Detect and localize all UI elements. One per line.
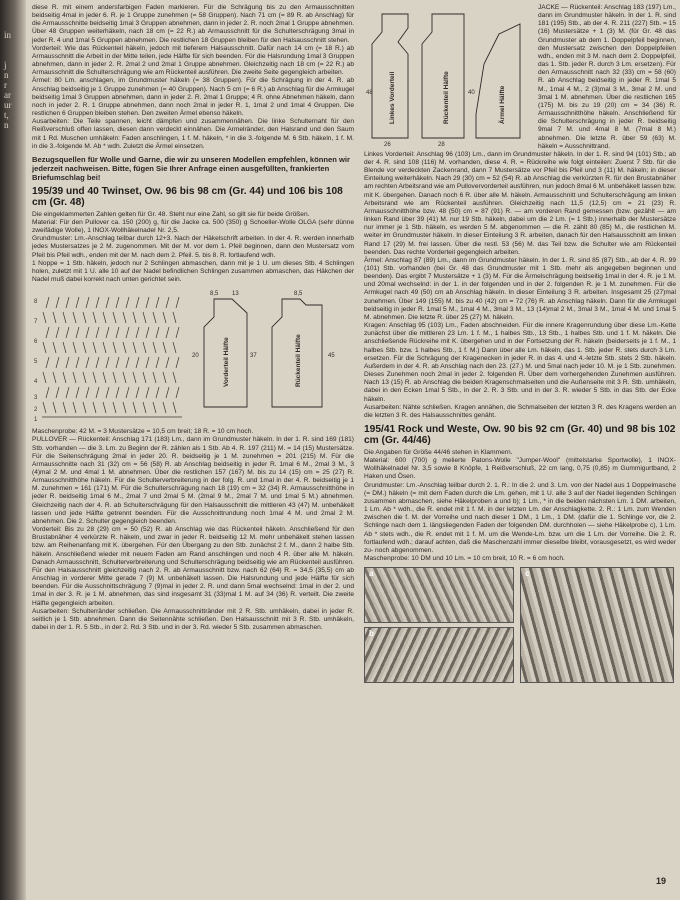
stitch-symbol [116, 387, 119, 398]
stitch-symbol [53, 342, 56, 353]
stitch-symbol [93, 402, 96, 413]
stitch-symbol [103, 342, 106, 353]
stitch-symbol [76, 297, 79, 308]
stitch-symbol [126, 297, 129, 308]
stitch-symbol [66, 297, 69, 308]
stitch-symbol [146, 297, 149, 308]
stitch-symbol [86, 327, 89, 338]
stitch-symbol [143, 372, 146, 383]
paragraph: Ausarbeiten: Nähte schließen. Kragen annähen, die Schmalseiten der letzten 3 R. des Kragens werden an die letzten 3 R. des Halsausschnittes genäht. [364, 403, 676, 419]
schematic-label: Rückenteil Hälfte [443, 71, 450, 124]
stitch-symbol [46, 357, 49, 368]
paragraph: Grundmuster: Lm.-Anschlag teilbar durch 2. 1. R.: In die 2. und 3. Lm. von der Nadel aus 1 Doppelmasche (= DM.) häkeln (= mit dem Faden durch die Lm. gehen, mit 1 U. alle 3 auf der Nadel liegenden Schlingen zusammen abmaschen, siehe Häkelproben a und b); 1 Lm., * in die beiden nächsten Lm. 1 DM. arbeiten, 1 Lm. Ab * wdh., die R. endet mit 1 f. M. in der letzten Lm. der Anschlagkette. 2. R.: 1 Lm. zum Wenden zwischen die f. M. der Vorreihe und nach dieser 1 DM., 1 Lm., 1 DM. (dafür die 1. Schlinge vor, die 2. Schlinge nach dem 1. längsliegenden Faden der folgenden DM. durchholen — siehe Häkelprobe c), 1 Lm. Ab * stets wdh., die R. endet mit 1 f. M. um die Wende-Lm. bzw. um die 1 Lm. der Vorreihe. Die 2. R. fortlaufend wdh.; darauf achten, daß die Maschenzahl immer dieselbe bleibt, vorausgesetzt, es wird weder zu- noch abgenommen. [364, 481, 676, 554]
stitch-symbol [96, 387, 99, 398]
schematic-label: 8,5 [294, 291, 303, 298]
stitch-symbol [76, 357, 79, 368]
stitch-symbol [83, 342, 86, 353]
section-heading: 195/41 Rock und Weste, Ow. 90 bis 92 cm (Gr. 40) und 98 bis 102 cm (Gr. 44/46) [364, 423, 676, 446]
stitch-symbol [46, 387, 49, 398]
paragraph: Ärmel: Anschlag 87 (89) Lm., dann im Grundmuster häkeln. In der 1. R. sind 85 (87) Stb., ab der 4. R. 99 (101) Stb. vorhanden (bei Gr. 48 das Grundmuster mit 1 Stb. mehr als angegeben beginnen und beenden). Das ergibt 7 Mustersätze + 1 (3) M. Für die Ärmelschrägung beidseitig 1mal in der 4. R. je 1 M. und 20mal wechselnd: in der 1. in der folgenden und in der 2. folgenden R. je 1 M. zunehmen. Für die Armkugel nach 49 (50) cm ab Anschlag häkeln. In dieser Einteilung 3 R. arbeiten. Insgesamt 25 (27)mal zunehmen. Über 149 (155) M. bis zu 40 (42) cm = 72 (76) R. ab Anschlag häkeln. Dann für die Armkugel beidseitig in jeder R. 1mal 5 M., 1mal 4 M., 3mal 3 M., 13 (14)mal 2 M., 3mal 3 M., 1mal 4 M. und 1mal 5 M. abnehmen. Die letzte R. über 25 (27) M. häkeln. [364, 256, 676, 321]
stitch-symbol [103, 312, 106, 323]
stitch-symbol [116, 297, 119, 308]
stitch-symbol [166, 357, 169, 368]
stitch-symbol [173, 402, 176, 413]
stitch-symbol [133, 312, 136, 323]
stitch-symbol [156, 327, 159, 338]
stitch-symbol [136, 327, 139, 338]
schematic-label: 26 [384, 142, 391, 148]
schematic-label: 45 [328, 353, 335, 360]
stitch-symbol [143, 402, 146, 413]
paragraph: Maschenprobe: 42 M. = 3 Mustersätze = 10,5 cm breit; 18 R. = 10 cm hoch. [32, 428, 254, 436]
stitch-symbol [73, 402, 76, 413]
svg-text:5: 5 [34, 359, 38, 366]
stitch-symbol [113, 372, 116, 383]
stitch-symbol [83, 372, 86, 383]
paragraph: Material: 600 (700) g melierte Patons-Wolle "Jumper-Wool" (mittelstarke Sportwolle), 1 INOX-Wollhäkelnadel Nr. 3,5 sowie 8 Knöpfe, 1 Reißverschluß, 22 cm lang, 0,75 (0,85) m Gummigurtband, 2 Haken und Ösen. [364, 457, 676, 481]
stitch-symbol [103, 372, 106, 383]
stitch-symbol [153, 372, 156, 383]
stitch-symbol [106, 387, 109, 398]
stitch-symbol [173, 312, 176, 323]
svg-text:2: 2 [34, 407, 38, 414]
stitch-symbol [143, 312, 146, 323]
stitch-symbol [113, 342, 116, 353]
stitch-symbol [113, 312, 116, 323]
stitch-symbol [173, 342, 176, 353]
spine-edge-text: ar [4, 90, 11, 100]
jacket-schematic [364, 4, 532, 148]
stitch-symbol [106, 357, 109, 368]
stitch-symbol [113, 402, 116, 413]
stitch-symbol [53, 402, 56, 413]
paragraph: Ausarbeiten: Die Teile spannen, leicht dämpfen und zusammennähen. Die linke Schulternaht für den Reißverschluß offen lassen, diesen dann verdeckt einnähen. Die Armelränder, den Halsrand und den Saum mit 1 Rd. Muschen umhäkeln: Faden anschlingen, 1 f. M. häkeln, * in die 3.-folgende M. 6 Stb. häkeln, 1 f. M. in die 3.-folgende M. Ab * wdh. Zuletzt die Ärmel einsetzen. [32, 118, 354, 150]
stitch-photos [364, 567, 676, 685]
stitch-symbol [163, 342, 166, 353]
stitch-symbol [123, 372, 126, 383]
stitch-symbol [73, 372, 76, 383]
stitch-symbol [43, 372, 46, 383]
spine-edge-text: in [4, 30, 12, 40]
paragraph: Kragen: Anschlag 95 (103) Lm., Faden abschneiden. Für die innere Kragenrundung über diese Lm.-Kette zunächst über die mittleren 23 Lm. 1 f. M., 1 halbes Stb., 13 Stb., 1 halbes Stb. und 1 f. M. häkeln. Die anschließende Rückreihe mit K. übergehen und in der Fortsetzung der R. häkeln (beiderseits je 1 f. M., 1 halbes Stb. bzw. 1 halbes Stb., 1 f. M.) Dann über alle Lm. häkeln, das 1. Stb. jeder R. stets durch 3 Lm. ersetzen. Für die Schrägung der Kragenecken in jeder R. in das 4. und 4.-letzte Stb. stets 2 Stb. häkeln. Außerdem in der 4. R. ab Anschlag nach den 23. (27.) M. und 5mal nach jeder 10. M. je 1 Stb. zunehmen. Dieses Zunehmen noch 2mal in jeder 2. folgenden R. Über dem vorhergehenden Zunehmen ausführen. Nach 13 (15) R. ab Anschlag die beiden Kragenschmalseiten und die Außenseite mit 3 R. Stb. umhäkeln, dabei in den Ecken 1mal 5 Stb., in der 2. R. 3 Stb. und in der 3. R. wieder 5 Stb. in das Stb. der Ecke häkeln. [364, 322, 676, 403]
schematic-label: 28 [438, 142, 445, 148]
spine-edge-text: ur [4, 100, 12, 110]
stitch-photo-b [364, 627, 514, 683]
book-spine [0, 0, 26, 900]
paragraph: Linkes Vorderteil: Anschlag 96 (103) Lm., dann im Grundmuster häkeln. In der 1. R. sind 94 (101) Stb.; ab der 4. R. sind 108 (116) M. vorhanden, diese 4. R. = Rückreihe wie folgt einteilen: Zuerst 7 Stb. für die Blende vor verdeckten Zackenrand, dann 7 Mustersätze vor Pfeil bis Pfeil und 3 (11) M. häkeln; in dieser Einteilung weiterhäkeln. Nach 29 (30) cm = 52 (54) R. ab Anschlag die verkürzten R. für den Brustabnäher am rechten Arbeitsrand wie am Pullovervorderteil ausführen, nun jedoch 8mal 6 M. unbehäkelt lassen bzw. mit K. übergehen. Danach noch 6 R. über alle M. häkeln. Armausschnitt und Schulterschrägung am linken Arbeitsrand wie am Rückenteil ausführen. Gleichzeitig nach 11,5 (12,5) cm = 21 (23) R. Armausschnitthöhe bzw. 48 (50) cm = 87 (91) R. — am vorderen Rand gemessen (bzw. gezählt — am linken Rand über 39 (41) M. nur 19 Stb. häkeln, dabei um die 2 Lm. (= 1 Stb.) innerhalb der Mustersätze nur immer je 1 Stb. häkeln, es werden 5 M. abgenommen — die R. zählt 80 (85) M., die restlichen M. weiter im Grundmuster häkeln. In dieser Einteilung 3 R. arbeiten, danach für den Halsausschnitt am linken Rand 17 (29) M. frei lassen. Über die restl. 53 (56) M. das Teil bzw. die Schulter wie am Rückenteil beenden. Das rechte Vorderteil gegengleich arbeiten. [364, 150, 676, 256]
paragraph: Die Angaben für Größe 44/46 stehen in Klammern. [364, 448, 513, 456]
stitch-symbol [153, 312, 156, 323]
stitch-symbol [163, 312, 166, 323]
magazine-page [26, 0, 680, 900]
paragraph: Vorderteil: Bis zu 28 (29) cm = 50 (52) R. ab Anschlag wie das Rückenteil häkeln. Anschließend für den Brustabnäher 4 verkürzte R. häkeln, und zwar in jeder R. beidseitig 12 M. mehr unbehäkelt stehen lassen bzw. am Reihenanfang mit K. übergehen. Für den Übergang zu den Stb. zunächst 2 f. M., dann 2 halbe Stb. häkeln. Anschließend wieder mit neuem Faden am Rand anschlingen und noch 4 R. über alle M. häkeln. Danach Armausschnitt, Schulterverbreiterung und Schulterschrägung beidseitig wie am Rückenteil ausführen. Für den Halsausschnitt gleichzeitig nach 2. R. ab Armausschnitt bzw. nach 62 (64) R. = 34,5 (35,5) cm ab Anschlag in vorderer Mitte gerade 7 (9) M. unbehäkelt lassen. Die Halsrundung und jede Hälfte für sich beenden. Für die Ausschnittschrägung 7 (9)mal in jeder 2. R. und dann 5mal wechselnd: 1mal in der 2. und 1mal in der 3. R. je 1 M. abnehmen, das sind insgesamt 31 (33)mal 1 M. auf 34 (36) R. verteilt. Die zweite Hälfte gegengleich arbeiten. [32, 526, 354, 607]
schematic-label: Rückenteil Hälfte [295, 334, 302, 388]
section-heading: 195/39 und 40 Twinset, Ow. 96 bis 98 cm (Gr. 44) und 106 bis 108 cm (Gr. 48) [32, 185, 343, 208]
svg-text:8: 8 [34, 299, 38, 306]
stitch-symbol [153, 402, 156, 413]
stitch-symbol [46, 297, 49, 308]
paragraph: diese R. mit einem andersfarbigen Faden markieren. Für die Schrägung bis zu den Armausschnitten beidseitig 4mal in jeder 6. R. je 1 Gruppe zunehmen (= 58 Gruppen). Nach 71 cm (= 89 R. ab Anschlag) für die Armausschnitte beidseitig 1mal 3 Gruppen abnehmen, dann in jeder 2. R. noch 2mal 1 Gruppe abnehmen. Über 48 Gruppen weiterhäkeln, nach 18 cm (= 22 R.) ab Armausschnitt für die Schulterschrägung 3mal in jeder R. 4 und 1mal 5 Gruppen abnehmen. Die restlichen 18 Gruppen bleiben für den Halsausschnitt stehen. [32, 4, 354, 44]
stitch-symbol [116, 327, 119, 338]
jacket-schematic-svg [364, 4, 532, 148]
stitch-symbol [66, 357, 69, 368]
stitch-symbol [103, 402, 106, 413]
paragraph: JACKE — Rückenteil: Anschlag 183 (197) Lm., dann im Grundmuster häkeln. In der 1. R. sind 181 (195) Stb., ab der 4. R. 211 (227) Stb. = 15 (16) Mustersätze + 1 (3) M. (für Gr. 48 das Grundmuster ab dem 1. Doppelpfeil beginnen, den Mustersatz zwischen den Doppelpfeilen wdh., enden mit 3 M. nach dem 2. Doppelpfeil, das 1. Stb. jeder R. durch 3 Lm. ersetzen). Für den Armausschnitt nach 32 (33) cm = 58 (60) R. ab Anschlag beidseitig in jeder R. 1mal 5 M., 1mal 4 M., 2 (3)mal 3 M., 3mal 2 M. und 3mal 1 M. abnehmen. Über die restlichen 165 (175) M. bis zu 19 (20) cm = 34 (36) R. Armausschnitthöhe häkeln. Anschließend für die Schulterschrägung in jeder R. beidseitig 9mal 7 M. und 4mal 8 M. (7mal 8 M.) abnehmen. Die letzte R. über 59 (63) M. häkeln = Ausschnittrand. [538, 4, 676, 150]
stitch-symbol [163, 402, 166, 413]
svg-text:3: 3 [34, 395, 38, 402]
paragraph: Grundmuster: Lm.-Anschlag teilbar durch 12+3. Nach der Häkelschrift arbeiten. In der 4. R. werden innerhalb jedes Mustersatzes je 2 M. zugenommen. Mit der M. vor dem 1. Pfeil beginnen, dann den Mustersatz vom Pfeil bis Pfeil wdh., enden mit der M. nach dem 2. Pfeil. 5. bis 8. R. fortlaufend wdh. [32, 235, 354, 259]
spine-edge-text: t, [4, 110, 9, 120]
stitch-symbol [163, 372, 166, 383]
stitch-symbol [136, 357, 139, 368]
stitch-symbol [126, 327, 129, 338]
stitch-symbol [56, 387, 59, 398]
stitch-symbol [123, 402, 126, 413]
stitch-symbol [96, 327, 99, 338]
paragraph: PULLOVER — Rückenteil: Anschlag 171 (183) Lm., dann im Grundmuster häkeln. In der 1. R. sind 169 (181) Stb. vorhanden — die 3. Lm. zu Beginn der R. zählen als 1 Stb. Ab 4. R. 197 (211) M. = 14 (15) Mustersätze. Für die Seitenschrägung 2mal in jeder 20. R. beidseitig je 1 M. zunehmen = 201 (215) M. Für die Armausschnitte nach 31 (32) cm = 56 (58) R. ab Anschlag beidseitig in jeder R. 1mal 6 M., 2mal 3 M., 3 (4)mal 2 M. und 4mal 1 M. abnehmen. Über die restlichen 157 (167) M. bis zu 14 (15) cm = 25 (27) R. Armausschnitthöhe häkeln. Für die Schulterverbreiterung in der folg. R. und 1mal in der 4. R. beidseitig je 1 M. zunehmen = 161 (171) M. Für die Schulterschrägung nach 18 (19) cm = 32 (34) R. Armausschnitthöhe in jeder R. beidseitig 1mal 6 M., 2mal 7 und 2mal 5 M. (2mal 9 M., 2mal 7 M. und 1mal 5 M.) abnehmen. Gleichzeitig nach der 4. R. ab Schulterschrägung für den Halsausschnitt die mittleren 43 (47) M. unbehäkelt lassen und jede Hälfte getrennt beenden. Für die Ausschnittrundung noch 1mal 4 M. und 2mal 2 M. abnehmen. Die 2. Schulter gegengleich beenden. [32, 436, 354, 525]
stitch-symbol [86, 357, 89, 368]
schematic-label: Ärmel Hälfte [499, 85, 506, 124]
schematic-label: 8,5 [210, 291, 219, 298]
stitch-symbol [166, 327, 169, 338]
stitch-symbol [156, 387, 159, 398]
stitch-symbol [126, 357, 129, 368]
stitch-symbol [73, 312, 76, 323]
stitch-symbol [106, 327, 109, 338]
stitch-symbol [93, 342, 96, 353]
stitch-symbol [146, 327, 149, 338]
stitch-symbol [63, 402, 66, 413]
paragraph: Vorderteil: Wie das Rückenteil häkeln, jedoch mit tieferem Halsausschnitt. Dafür nach 14 cm (= 18 R.) ab Armausschnitt die Arbeit in der Mitte teilen, jede Hälfte für sich beenden. Für die Halsrundung 1mal 3 Gruppen abnehmen, dann in jeder 2. R. 2mal 2 und 2mal 1 Gruppe abnehmen. Gleichzeitig nach 18 cm (= 22 R.) ab Armausschnitt die Schulterschrägung wie am Rückenteil ausführen. Die zweite Seite gegengleich arbeiten. [32, 44, 354, 77]
stitch-symbol [66, 327, 69, 338]
stitch-symbol [166, 387, 169, 398]
stitch-symbol [86, 387, 89, 398]
stitch-symbol [66, 387, 69, 398]
stitch-symbol [83, 312, 86, 323]
stitch-symbol [146, 357, 149, 368]
spine-edge-text: j [4, 60, 7, 70]
stitch-symbol [93, 372, 96, 383]
stitch-photo-c [520, 567, 674, 683]
stitch-symbol [56, 357, 59, 368]
stitch-symbol [63, 312, 66, 323]
photo-label: a [369, 569, 374, 579]
stitch-symbol [96, 297, 99, 308]
svg-text:7: 7 [34, 319, 38, 326]
stitch-symbol [76, 327, 79, 338]
stitch-symbol [53, 312, 56, 323]
schematic-label: 48 [366, 90, 373, 96]
stitch-symbol [53, 372, 56, 383]
schematic-label: 40 [468, 90, 475, 96]
stitch-symbol [56, 297, 59, 308]
stitch-symbol [133, 372, 136, 383]
left-column [32, 4, 354, 632]
right-column [364, 4, 676, 685]
stitch-symbol [143, 342, 146, 353]
paragraph: Maschenprobe: 10 DM und 10 Lm. = 10 cm breit, 10 R. = 6 cm hoch. [364, 555, 565, 562]
photo-label: b [369, 629, 374, 639]
stitch-symbol [56, 327, 59, 338]
svg-text:6: 6 [34, 339, 38, 346]
stitch-symbol [123, 342, 126, 353]
paragraph: Ausarbeiten: Schulterränder schließen. Die Armausschnittränder mit 2 R. Stb. umhäkeln, dabei in jeder R. seitlich je 1 Stb. abnehmen. Dann die Seitennähte schließen. Den Halsausschnitt mit 3 R. Stb. umhäkeln, dabei in der 1. R. 5 Stb., in der 2. Rd. 3 Stb. und in der 3. Rd. wieder 5 Stb. zusammen abmaschen. [32, 607, 354, 631]
paragraph: Ärmel: 80 Lm. anschlagen, im Grundmuster häkeln (= 38 Gruppen). Für die Schrägung in der 4. R. ab Anschlag beidseitig je 1 Gruppe zunehmen (= 40 Gruppen). Nach 5 cm (= 6 R.) ab Anschlag für die Armkugel beidseitig 1mal 3 Gruppen abnehmen, dann in jeder 2. R. 2mal 1 Gruppe; 4 R. ohne Abnehmen häkeln, dann noch in jeder 2. R. 1 Gruppe abnehmen, dann noch 2mal in jeder R. 1, 1mal 2 und 1mal 4 Gruppen. Die restlichen 6 Gruppen bleiben stehen. Den zweiten Ärmel ebenso häkeln. [32, 77, 354, 118]
stitch-symbol [43, 402, 46, 413]
photo-label: c [525, 569, 530, 579]
stitch-symbol [93, 312, 96, 323]
schematic-label: 20 [192, 353, 199, 360]
schematic-label: 13 [232, 291, 239, 298]
stitch-symbol [166, 297, 169, 308]
page-number: 19 [655, 876, 666, 886]
stitch-symbol [176, 357, 179, 368]
svg-text:1: 1 [34, 417, 38, 424]
stitch-symbol [123, 312, 126, 323]
stitch-symbol [136, 387, 139, 398]
stitch-symbol [133, 402, 136, 413]
spine-edge-text: r [4, 80, 7, 90]
stitch-symbol [86, 297, 89, 308]
paragraph: Material: Für den Pullover ca. 150 (200) g, für die Jacke ca. 500 (350) g Schoeller-Wolle OLGA (sehr dünne zweifädige Wolle), 1 INOX-Wollhäkelnadel Nr. 2,5. [32, 218, 354, 235]
stitch-symbol [173, 372, 176, 383]
stitch-symbol [156, 297, 159, 308]
paragraph: 1 Noppe = 1 Stb. häkeln, jedoch nur 2 Schlingen abmaschen, dann mit je 1 U. um dieses Stb. 4 Schlingen holen, zuletzt mit 1 U. alle 10 auf der Nadel befindlichen Schlingen zusammen abmaschen, das Häkchen der Nadel muß dabei korrekt nach unten gerichtet sein. [32, 259, 354, 284]
crochet-chart [32, 287, 354, 425]
stitch-symbol [146, 387, 149, 398]
stitch-symbol [156, 357, 159, 368]
stitch-symbol [176, 387, 179, 398]
schematic-label: Linkes Vorderteil [389, 71, 396, 124]
stitch-symbol [106, 297, 109, 308]
stitch-symbol [116, 357, 119, 368]
crochet-chart-and-schematic [32, 287, 354, 425]
stitch-symbol [176, 297, 179, 308]
stitch-symbol [133, 342, 136, 353]
stitch-symbol [63, 372, 66, 383]
spine-edge-text: n [4, 70, 9, 80]
stitch-symbol [43, 342, 46, 353]
stitch-symbol [153, 342, 156, 353]
stitch-symbol [63, 342, 66, 353]
stitch-symbol [76, 387, 79, 398]
sources-notice: Bezugsquellen für Wolle und Garne, die wir zu unseren Modellen empfehlen, können wir jederzeit nachweisen. Bitte, fügen Sie Ihrer Anfrage einen ausgefüllten, frankierten Briefumschlag bei! [32, 154, 350, 182]
stitch-symbol [96, 357, 99, 368]
spine-edge-text: n [4, 120, 9, 130]
svg-text:4: 4 [34, 379, 38, 386]
stitch-symbol [73, 342, 76, 353]
stitch-symbol [83, 402, 86, 413]
stitch-symbol [136, 297, 139, 308]
stitch-symbol [176, 327, 179, 338]
paragraph: Die eingeklammerten Zahlen gelten für Gr. 48. Steht nur eine Zahl, so gilt sie für beide Größen. [32, 210, 310, 218]
stitch-photo-a [364, 567, 514, 623]
stitch-symbol [46, 327, 49, 338]
stitch-symbol [43, 312, 46, 323]
schematic-label: Vorderteil Hälfte [223, 337, 230, 388]
stitch-symbol [126, 387, 129, 398]
schematic-label: 37 [250, 353, 257, 360]
